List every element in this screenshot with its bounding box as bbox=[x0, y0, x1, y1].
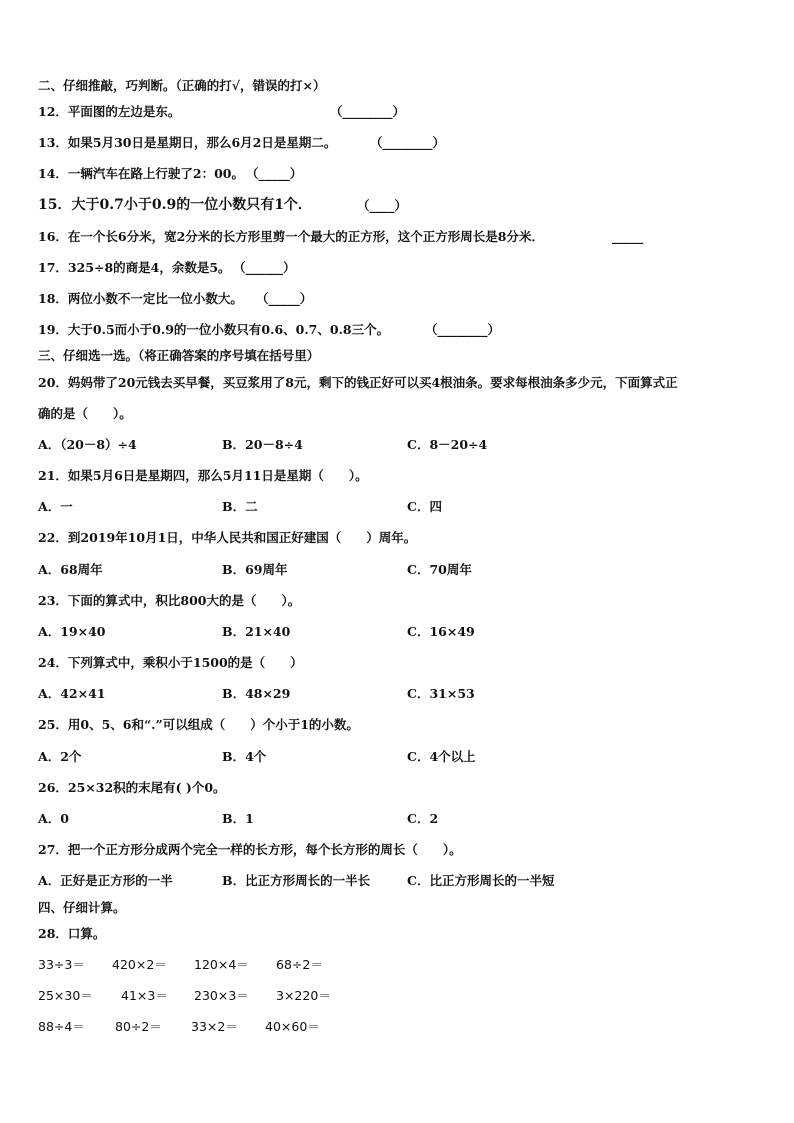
option-21-a[interactable]: A．一 bbox=[38, 499, 73, 514]
section2-heading: 二、仔细推敲，巧判断。（正确的打√，错误的打×） bbox=[38, 78, 326, 93]
question-25: 25．用0、5、6和“.”可以组成（ ）个小于1的小数。 bbox=[38, 717, 359, 732]
question-15: 15．大于0.7小于0.9的一位小数只有1个． bbox=[38, 197, 312, 213]
calc-r2-c3: 230×3＝ bbox=[194, 988, 249, 1003]
question-18: 18．两位小数不一定比一位小数大。 bbox=[38, 291, 243, 306]
answer-blank-13[interactable]: （________） bbox=[370, 135, 446, 150]
question-19: 19．大于0.5而小于0.9的一位小数只有0.6、0.7、0.8三个。 bbox=[38, 322, 390, 337]
option-26-b[interactable]: B．1 bbox=[222, 811, 254, 826]
option-20-c[interactable]: C．8－20÷4 bbox=[407, 437, 488, 452]
option-24-a[interactable]: A．42×41 bbox=[38, 686, 106, 701]
calc-r3-c2: 80÷2＝ bbox=[115, 1019, 162, 1034]
calc-r1-c1: 33÷3＝ bbox=[38, 957, 85, 972]
question-13: 13．如果5月30日是星期日，那么6月2日是星期二。 bbox=[38, 135, 337, 150]
answer-blank-18[interactable]: （_____） bbox=[256, 291, 313, 306]
option-23-a[interactable]: A．19×40 bbox=[38, 624, 106, 639]
option-25-a[interactable]: A．2个 bbox=[38, 749, 82, 764]
section4-heading: 四、仔细计算。 bbox=[38, 900, 126, 915]
calc-r3-c4: 40×60＝ bbox=[265, 1019, 320, 1034]
option-20-a[interactable]: A．（20－8）÷4 bbox=[38, 437, 137, 452]
option-27-a[interactable]: A．正好是正方形的一半 bbox=[38, 873, 173, 888]
question-16: 16．在一个长6分米，宽2分米的长方形里剪一个最大的正方形，这个正方形周长是8分米． bbox=[38, 229, 544, 244]
question-27: 27．把一个正方形分成两个完全一样的长方形，每个长方形的周长（ ）。 bbox=[38, 842, 462, 857]
answer-blank-15[interactable]: （____） bbox=[357, 198, 408, 213]
answer-blank-17[interactable]: （______） bbox=[233, 260, 296, 275]
answer-blank-12[interactable]: （________） bbox=[330, 104, 406, 119]
question-24: 24．下列算式中，乘积小于1500的是（ ） bbox=[38, 655, 303, 670]
option-27-b[interactable]: B．比正方形周长的一半长 bbox=[222, 873, 371, 888]
option-20-b[interactable]: B．20－8÷4 bbox=[222, 437, 303, 452]
option-24-b[interactable]: B．48×29 bbox=[222, 686, 291, 701]
answer-blank-19[interactable]: （________） bbox=[425, 322, 501, 337]
section3-heading: 三、仔细选一选。（将正确答案的序号填在括号里） bbox=[38, 348, 320, 363]
question-23: 23．下面的算式中，积比800大的是（ ）。 bbox=[38, 593, 301, 608]
option-24-c[interactable]: C．31×53 bbox=[407, 686, 475, 701]
question-17: 17．325÷8的商是4，余数是5。 bbox=[38, 260, 231, 275]
option-27-c[interactable]: C．比正方形周长的一半短 bbox=[407, 873, 555, 888]
option-23-c[interactable]: C．16×49 bbox=[407, 624, 475, 639]
option-25-b[interactable]: B．4个 bbox=[222, 749, 267, 764]
question-28: 28．口算。 bbox=[38, 926, 106, 941]
calc-r1-c4: 68÷2＝ bbox=[276, 957, 323, 972]
option-26-c[interactable]: C．2 bbox=[407, 811, 439, 826]
option-22-c[interactable]: C．70周年 bbox=[407, 562, 472, 577]
question-20-line1: 20．妈妈带了20元钱去买早餐，买豆浆用了8元，剩下的钱正好可以买4根油条。要求每根油条多少元，下面算式正 bbox=[38, 375, 678, 390]
option-22-b[interactable]: B．69周年 bbox=[222, 562, 288, 577]
option-26-a[interactable]: A．0 bbox=[38, 811, 69, 826]
calc-r2-c1: 25×30＝ bbox=[38, 988, 93, 1003]
calc-r3-c3: 33×2＝ bbox=[191, 1019, 238, 1034]
question-14: 14．一辆汽车在路上行驶了2：00。 bbox=[38, 166, 244, 181]
calc-r3-c1: 88÷4＝ bbox=[38, 1019, 85, 1034]
option-21-c[interactable]: C．四 bbox=[407, 499, 442, 514]
answer-blank-14[interactable]: （_____） bbox=[246, 166, 303, 181]
calc-r2-c2: 41×3＝ bbox=[121, 988, 168, 1003]
option-25-c[interactable]: C．4个以上 bbox=[407, 749, 476, 764]
question-20-line2: 确的是（ ）。 bbox=[38, 406, 132, 421]
question-12: 12．平面图的左边是东。 bbox=[38, 104, 181, 119]
calc-r1-c2: 420×2＝ bbox=[112, 957, 167, 972]
option-23-b[interactable]: B．21×40 bbox=[222, 624, 291, 639]
calc-r1-c3: 120×4＝ bbox=[194, 957, 249, 972]
question-21: 21．如果5月6日是星期四，那么5月11日是星期（ ）。 bbox=[38, 468, 368, 483]
calc-r2-c4: 3×220＝ bbox=[276, 988, 331, 1003]
option-21-b[interactable]: B．二 bbox=[222, 499, 258, 514]
answer-blank-16[interactable]: _____ bbox=[612, 229, 644, 244]
option-22-a[interactable]: A．68周年 bbox=[38, 562, 103, 577]
question-26: 26．25×32积的末尾有( )个0。 bbox=[38, 780, 226, 795]
question-22: 22．到2019年10月1日，中华人民共和国正好建国（ ）周年。 bbox=[38, 530, 417, 545]
